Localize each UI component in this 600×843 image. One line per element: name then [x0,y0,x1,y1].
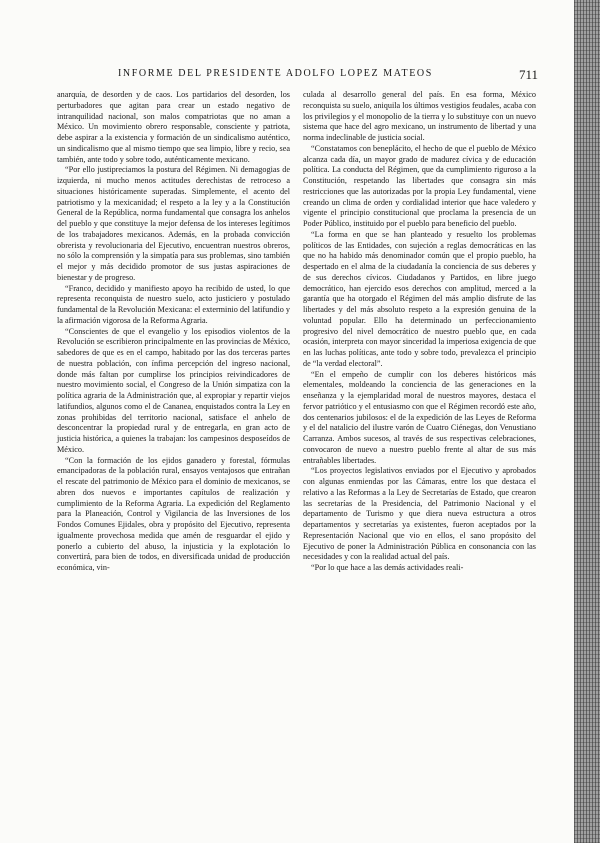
paragraph: “En el empeño de cumplir con los deberes históricos más elementales, moldeando la conciencia de las generaciones en la enseñanza y la ejemplaridad moral de nuestros mayores, destaca el fervor patriótico y el entusiasmo con que el Régimen recordó este año, dos centenarios jubilosos: el de la expedición de las Leyes de Reforma y el del natalicio del ilustre varón de Cuatro Ciénegas, don Venustiano Carranza. Ambos sucesos, al través de sus respectivas celebraciones, convocaron de nuevo a nuestro pueblo frente al altar de sus más entrañables libertades. [303,369,536,465]
paragraph: “Los proyectos legislativos enviados por el Ejecutivo y aprobados con algunas enmiendas por las Cámaras, entre los que destaca el relativo a las Reformas a la Ley de Secretarías de Estado, que crearon las secretarías de la Presidencia, del Patrimonio Nacional y el departamento de Turismo y que diera nueva estructura a otros departamentos y secretarías ya existentes, fueron aceptados por la Representación Nacional que vio en ellos, el sano propósito del Ejecutivo de poner la Administración Pública en consonancia con las necesidades y con la realidad actual del país. [303,466,536,562]
paragraph: “Conscientes de que el evangelio y los episodios violentos de la Revolución se escribieron principalmente en las provincias de México, sabedores de que es en el campo, habitado por las dos terceras partes de nuestra población, con ínfima percepción del ingreso nacional, donde más faltan por cumplirse los principios reivindicadores de nuestro movimiento social, el Congreso de la Unión simpatiza con la política agraria de la Administración que, al expropiar y repartir viejos latifundios, algunos como el de Cananea, enquistados contra la Ley en zonas prohibidas del territorio nacional, satisface el anhelo de desconcentrar la propiedad rural y de entregarla, en gran acto de justicia histórica, a quienes la trabajan: los campesinos desposeídos de México. [57,326,290,454]
paragraph: “La forma en que se han planteado y resuelto los problemas políticos de las Entidades, con sujeción a reglas democráticas en las que no ha habido más denominador común que el propio pueblo, ha despertado en el alma de la ciudadanía la conciencia de sus deberes y de sus derechos cívicos. Ciudadanos y Partidos, en libre juego democrático, han ejercido esos derechos con amplitud, merced a la garantía que ha otorgado el Régimen del más amplio disfrute de las libertades y del más absoluto respeto a la expresión genuina de la voluntad popular. Ello ha determinado un perfeccionamiento progresivo del nivel democrático de nuestro pueblo que, en cada ocasión, interpreta con mayor sinceridad la imperiosa exigencia de que en las luchas políticas, ante todo y sobre todo, prevalezca el principio de “la verdad electoral”. [303,229,536,368]
paragraph: “Con la formación de los ejidos ganadero y forestal, fórmulas emancipadoras de la población rural, ensayos ventajosos que entrañan el rescate del patrimonio de México para el dominio de mexicanos, se abren dos nuevos e importantes capítulos de realización y cumplimiento de la Reforma Agraria. La expedición del Reglamento para la Planeación, Control y Vigilancia de las Inversiones de los Fondos Comunes Ejidales, obra y propósito del Ejecutivo, representa igualmente provechosa medida que amén de resguardar el ejido y ponerlo a cubierto del abuso, la injusticia y la explotación lo convertirá, para bien de todos, en diversificada unidad de producción económica, vin- [57,455,290,572]
header-title: INFORME DEL PRESIDENTE ADOLFO LOPEZ MATEOS [118,68,433,79]
page-number: 711 [518,67,538,82]
paragraph: “Por ello justipreciamos la postura del Régimen. Ni demagogias de izquierda, ni mucho menos actitudes derechistas de retroceso a situaciones históricamente superadas. Simplemente, el acento del patriotismo y la mexicanidad; el respeto a la ley y a la Constitución General de la República, norma fundamental que consagra los anhelos del pueblo y que constituye la mejor defensa de los intereses legítimos de los trabajadores mexicanos. Además, en la probada convicción obrerista y revolucionaria del Ejecutivo, encuentran nuestros obreros, no sólo la comprensión y la simpatía para sus problemas, sino también el mejor y más decidido promotor de sus justas aspiraciones de bienestar y de progreso. [57,165,290,282]
running-header [118,68,538,86]
paragraph: “Por lo que hace a las demás actividades reali- [311,563,464,572]
left-column [57,90,290,574]
scanned-page-edge [574,0,600,843]
paragraph: culada al desarrollo general del país. En esa forma, México reconquista su suelo, aniquila los últimos vestigios feudales, acaba con los privilegios y el monopolio de la tierra y lo substituye con un nuevo sistema que hace del agro mexicano, un instrumento de libertad y una norma indeclinable de justicia social. [303,90,536,142]
right-column [303,90,536,574]
paragraph: “Franco, decidido y manifiesto apoyo ha recibido de usted, lo que representa reconquista de nuestro suelo, acto justiciero y postulado fundamental de la Revolución Mexicana: el exterminio del latifundio y la afirmación vigorosa de la Reforma Agraria. [57,283,290,325]
paragraph: “Constatamos con beneplácito, el hecho de que el pueblo de México alcanza cada día, un mayor grado de madurez cívica y de educación política. La conducta del Régimen, que da cumplimiento riguroso a la Constitución, respetando las libertades que consagra sin más restricciones que las autorizadas por la propia Ley fundamental, viene creando un clima de orden y cordialidad interior que hace valedero y vigente el principio constitucional que proclama la presencia de un Poder Público, instituido por el pueblo para beneficio del pueblo. [303,143,536,228]
paragraph: anarquía, de desorden y de caos. Los partidarios del desorden, los perturbadores que agitan para crear un estado negativo de intranquilidad nacional, son malos compatriotas que no aman a México. Un movimiento obrero responsable, consciente y patriota, debe aspirar a la existencia y formación de un sindicalismo auténtico, un sindicalismo que al mismo tiempo que sea limpio, libre y recio, sea también, ante todo y sobre todo, auténticamente mexicano. [57,90,290,164]
